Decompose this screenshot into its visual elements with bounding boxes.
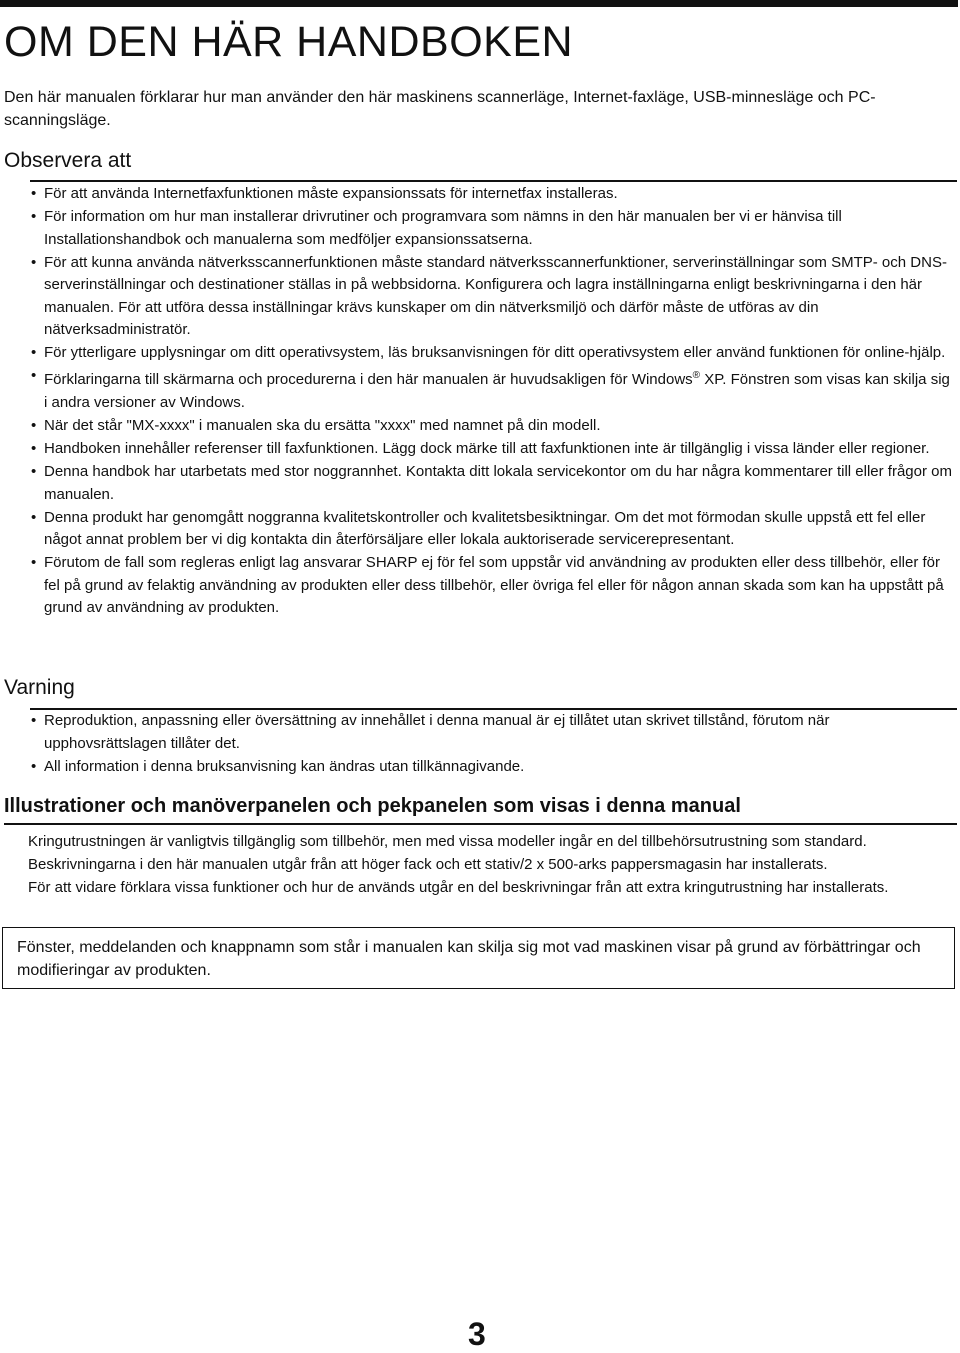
list-item: • Handboken innehåller referenser till faxfunktionen. Lägg dock märke till att faxfunktionen inte är tillgänglig i vissa länder eller regioner.	[44, 438, 956, 461]
notice-box	[2, 927, 955, 989]
list-item: • För ytterligare upplysningar om ditt operativsystem, läs bruksanvisningen för ditt operativsystem eller använd funktionen för online-hjälp.	[44, 342, 956, 365]
paragraph: Beskrivningarna i den här manualen utgår från att höger fack och ett stativ/2 x 500-arks pappersmagasin har installerats.	[28, 856, 828, 873]
list-item: • Förutom de fall som regleras enligt lag ansvarar SHARP ej för fel som uppstår vid användning av produkten eller dess tillbehör, eller för fel på grund av felaktig användning av produkten eller dess tillbehör, eller övriga fel eller för någon annan skada som kan ha uppstått på grund av användning av produkten.	[44, 552, 956, 620]
illustrations-paragraphs	[28, 830, 958, 899]
paragraph: För att vidare förklara vissa funktioner och hur de används utgår en del beskrivningar från att extra kringutrustning har installerats.	[28, 879, 889, 896]
list-item: • För att använda Internetfaxfunktionen måste expansionssats för internetfax installeras.	[44, 183, 956, 206]
list-item: • All information i denna bruksanvisning kan ändras utan tillkännagivande.	[44, 756, 956, 779]
page-number: 3	[468, 1316, 486, 1352]
top-rule	[0, 0, 958, 7]
illustrations-heading: Illustrationer och manöverpanelen och pekpanelen som visas i denna manual	[4, 795, 741, 817]
notice-text: Fönster, meddelanden och knappnamn som står i manualen kan skilja sig mot vad maskinen visar på grund av förbättringar och modifieringar av produkten.	[17, 939, 921, 979]
list-item: • Reproduktion, anpassning eller översättning av innehållet i denna manual är ej tillåtet utan skrivet tillstånd, förutom när upphovsrättslagen tillåter det.	[44, 710, 956, 755]
observe-list	[44, 183, 956, 620]
paragraph: Kringutrustningen är vanligtvis tillgänglig som tillbehör, men med vissa modeller ingår en del tillbehörsutrustning som standard.	[28, 833, 867, 850]
intro-paragraph: Den här manualen förklarar hur man använder den här maskinens scannerläge, Internet-faxläge, USB-minnesläge och PC-scanningsläge.	[4, 89, 876, 129]
windows-item-text: Förklaringarna till skärmarna och procedurerna i den här manualen är huvudsakligen för Windows	[44, 371, 693, 389]
page-title: OM DEN HÄR HANDBOKEN	[4, 18, 574, 66]
observe-rule	[30, 180, 957, 182]
illustrations-rule	[4, 823, 957, 825]
list-item	[44, 365, 956, 414]
list-item: • När det står "MX-xxxx" i manualen ska du ersätta "xxxx" med namnet på din modell.	[44, 415, 956, 438]
registered-mark: ®	[692, 370, 701, 382]
list-item: • För att kunna använda nätverksscannerfunktionen måste standard nätverksscannerfunktioner, serverinställningar som SMTP- och DNS-serverinställningar och destinationer ställas in på webbsidorna. Konfigurera och lagra inställningarna enligt beskrivningarna i den här manualen. För att utföra dessa inställningar krävs kunskaper om din nätverksmiljö och därför måste de utföras av din nätverksadministratör.	[44, 252, 956, 342]
warning-heading: Varning	[4, 676, 75, 699]
windows-item-text-after: XP. Fönstren som visas kan skilja sig i andra versioner av Windows.	[44, 371, 950, 411]
observe-heading: Observera att	[4, 149, 132, 172]
warning-list	[44, 710, 956, 779]
list-item: • För information om hur man installerar drivrutiner och programvara som nämns in den här manualen ber vi er hänvisa till Installationshandbok och manualerna som medföljer expansionssatserna.	[44, 206, 956, 251]
list-item: • Denna handbok har utarbetats med stor noggrannhet. Kontakta ditt lokala servicekontor om du har några kommentarer till eller frågor om manualen.	[44, 461, 956, 506]
list-item: • Denna produkt har genomgått noggranna kvalitetskontroller och kvalitetsbesiktningar. Om det mot förmodan skulle uppstå ett fel eller något annat problem ber vi dig kontakta din återförsäljare eller lokala auktoriserade servicerepresentant.	[44, 507, 956, 552]
